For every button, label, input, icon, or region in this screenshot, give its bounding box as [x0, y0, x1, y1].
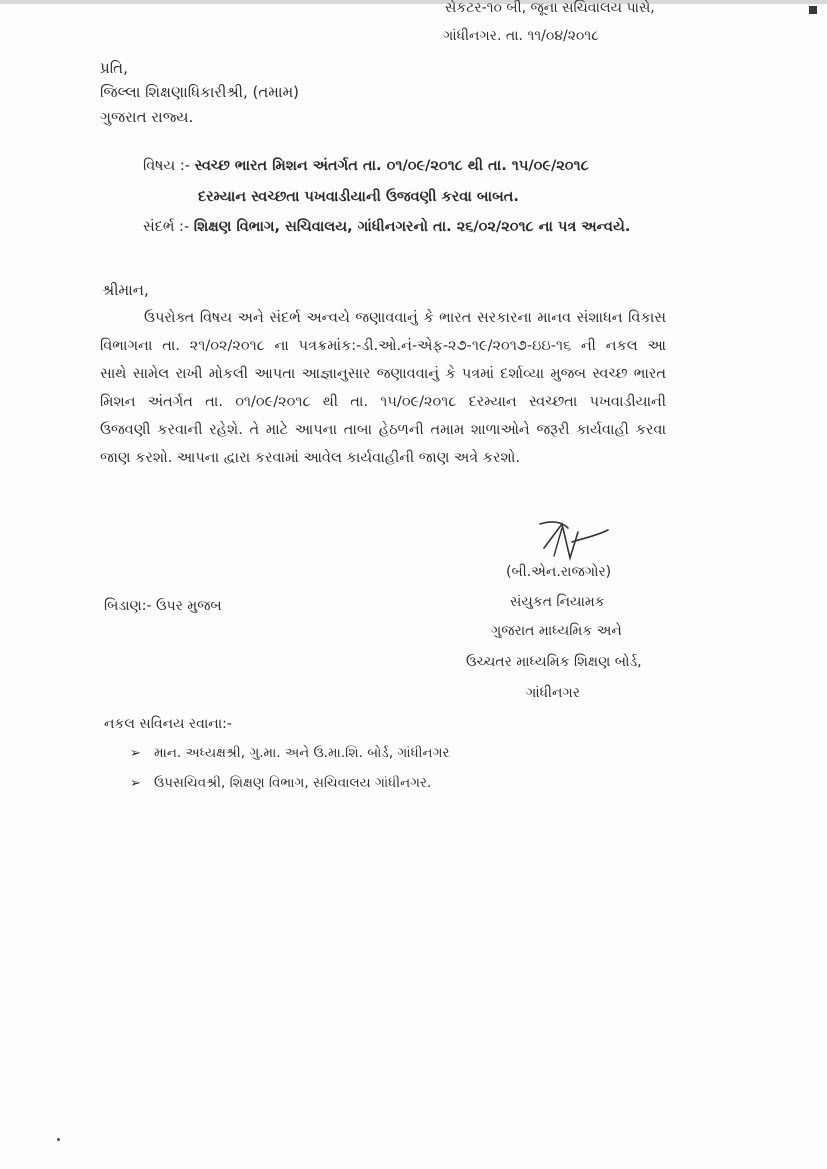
signatory-city: ગાંધીનગર — [526, 685, 580, 701]
signatory-name: (બી.એન.રાજગોર) — [506, 564, 612, 580]
salutation: શ્રીમાન, — [102, 281, 149, 299]
body-line: વિભાગના તા. ૨૧/૦૨/૨૦૧૮ ના પત્રક્રમાંક:-ડી.ઓ.નં-એફ-૨૭-૧૯/૨૦૧૭-ઇઇ-૧૬ ની નકલ આ — [100, 338, 666, 354]
scan-corner-mark — [809, 6, 817, 14]
bullet-arrow-icon: ➢ — [130, 746, 141, 761]
signatory-org-line-2: ઉચ્ચતર માધ્યમિક શિક્ષણ બોર્ડ, — [466, 654, 642, 670]
signatory-designation: સંયુકત નિયામક — [510, 594, 605, 610]
recipient-to: પ્રતિ, — [100, 59, 128, 77]
subject-text-1: સ્વચ્છ ભારત મિશન અંતર્ગત તા. ૦૧/૦૯/૨૦૧૮ થી તા. ૧૫/૦૯/૨૦૧૮ — [194, 158, 589, 174]
header-place-date: ગાંધીનગર. તા. ૧૧/૦૪/૨૦૧૮ — [443, 28, 599, 44]
body-line: ઉજવણી કરવાની રહેશે. તે માટે આપના તાબા હેઠળની તમામ શાળાઓને જરૂરી કાર્યવાહી કરવા — [100, 422, 666, 438]
copy-to-item-text: માન. અધ્યક્ષશ્રી, ગુ.મા. અને ઉ.મા.શિ. બોર્ડ, ગાંધીનગર — [154, 745, 450, 761]
scan-top-edge — [0, 0, 827, 4]
body-line: મિશન અંતર્ગત તા. ૦૧/૦૯/૨૦૧૮ થી તા. ૧૫/૦૯/૨૦૧૮ દરમ્યાન સ્વચ્છતા પખવાડીયાની — [100, 394, 666, 410]
reference-label: સંદર્ભ :- — [143, 219, 190, 235]
body-line: સાથે સામેલ રાખી મોકલી આપતા આજ્ઞાનુસાર જણાવવાનું કે પત્રમાં દર્શાવ્યા મુજબ સ્વચ્છ ભારત — [100, 366, 666, 382]
copy-to-item — [130, 773, 431, 794]
body-line: જાણ કરશો. આપના દ્વારા કરવામાં આવેલ કાર્યવાહીની જાણ અત્રે કરશો. — [100, 450, 520, 466]
subject-text-2: દરમ્યાન સ્વચ્છતા પખવાડીયાની ઉજવણી કરવા બાબત. — [198, 189, 519, 205]
scan-dot-mark — [57, 1138, 60, 1141]
header-address: સેકટર-૧૦ બી, જૂના સચિવાલય પાસે, — [445, 0, 655, 16]
body-line: ઉપરોક્ત વિષય અને સંદર્ભ અન્વયે જણાવવાનું કે ભારત સરકારના માનવ સંશાધન વિકાસ — [144, 310, 666, 326]
bullet-arrow-icon: ➢ — [130, 776, 141, 791]
signatory-org-line-1: ગુજરાત માધ્યમિક અને — [491, 623, 622, 639]
signature-image — [532, 518, 612, 566]
reference-line — [143, 217, 630, 237]
subject-label: વિષય :- — [143, 158, 191, 174]
recipient-officer: જિલ્લા શિક્ષણાધિકારીશ્રી, (તમામ) — [100, 83, 300, 101]
body-paragraph — [100, 304, 666, 472]
copy-to-item-text: ઉપસચિવશ્રી, શિક્ષણ વિભાગ, સચિવાલય ગાંધીનગર. — [154, 775, 432, 791]
copy-to-item — [130, 743, 449, 764]
reference-text: શિક્ષણ વિભાગ, સચિવાલય, ગાંધીનગરનો તા. ૨૬/૦૨/૨૦૧૮ ના પત્ર અન્વયે. — [193, 219, 631, 235]
recipient-state: ગુજરાત રાજ્ય. — [100, 108, 194, 126]
subject-line-1 — [143, 156, 589, 176]
copy-to-heading: નકલ સવિનય રવાના:- — [104, 716, 232, 732]
enclosure-note: બિડાણ:- ઉપર મુજબ — [104, 598, 222, 614]
